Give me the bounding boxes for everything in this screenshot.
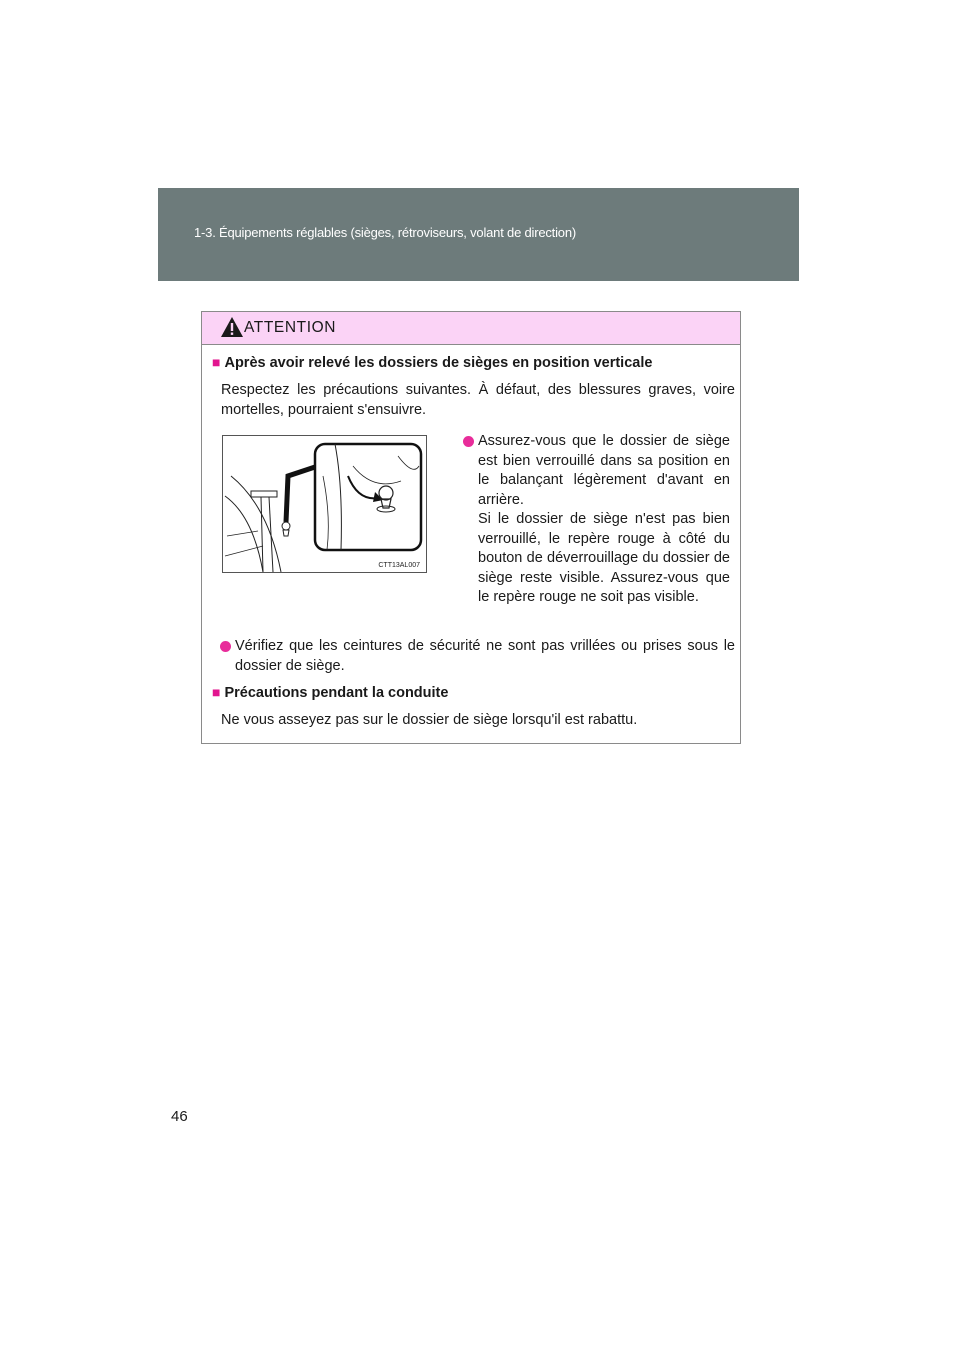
section-header-band <box>158 188 799 281</box>
list-item-text: Assurez-vous que le dossier de siège est bien verrouillé dans sa position en le balançant légèrement d'avant en arrière. <box>478 433 730 508</box>
section-2-text: Ne vous asseyez pas sur le dossier de siège lorsqu'il est rabattu. <box>221 712 638 728</box>
square-bullet-icon: ■ <box>212 354 221 370</box>
list-item-check-lock <box>478 432 730 608</box>
section-title: 1-3. Équipements réglables (sièges, rétroviseurs, volant de direction) <box>194 225 576 240</box>
list-item-check-belts <box>235 637 735 676</box>
page-number: 46 <box>171 1108 188 1125</box>
section-heading-1 <box>212 354 652 371</box>
circle-bullet-icon <box>463 436 474 447</box>
list-item-text: Vérifiez que les ceintures de sécurité ne sont pas vrillées ou prises sous le dossier de siège. <box>235 638 735 674</box>
warning-triangle-icon <box>220 316 244 338</box>
section-heading-1-text: Après avoir relevé les dossiers de sièges en position verticale <box>224 355 653 371</box>
seat-lock-illustration <box>222 435 427 573</box>
section-heading-2 <box>212 684 448 701</box>
circle-bullet-icon <box>220 641 231 652</box>
illustration-code: CTT13AL007 <box>378 562 420 569</box>
list-item-text-continued: Si le dossier de siège n'est pas bien verrouillé, le repère rouge à côté du bouton de déverrouillage du dossier de siège reste visible. Assurez-vous que le repère rouge ne soit pas visible. <box>478 511 730 605</box>
warning-header <box>202 312 740 345</box>
warning-title: ATTENTION <box>244 319 337 336</box>
warning-box <box>201 311 741 744</box>
seat-illustration-drawing <box>223 436 426 572</box>
section-1-intro: Respectez les précautions suivantes. À défaut, des blessures graves, voire mortelles, pourraient s'ensuivre. <box>221 382 735 418</box>
section-heading-2-text: Précautions pendant la conduite <box>224 685 449 701</box>
square-bullet-icon: ■ <box>212 684 221 700</box>
